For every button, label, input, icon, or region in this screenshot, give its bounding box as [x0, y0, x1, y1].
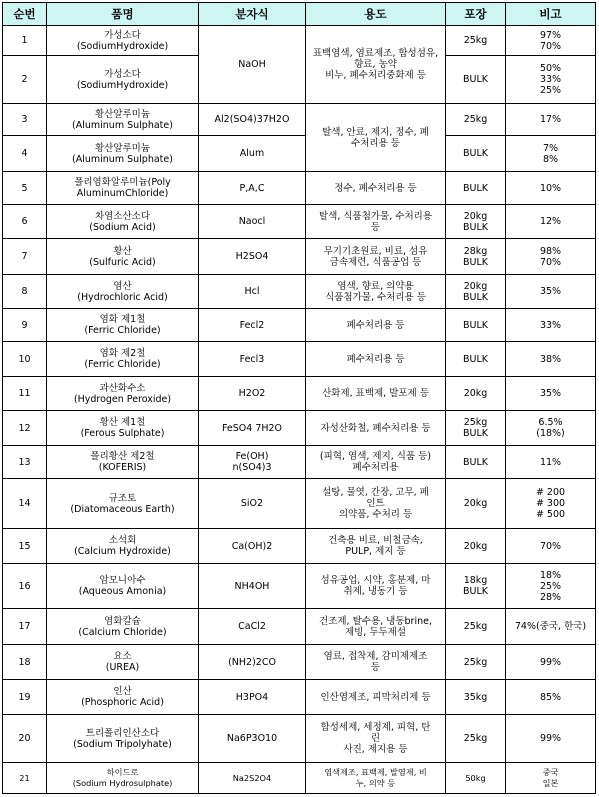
- table-row: [3, 645, 596, 680]
- row-number: 15: [3, 529, 47, 564]
- product-name: 황산 (Sulfuric Acid): [47, 239, 199, 275]
- row-number: 12: [3, 411, 47, 446]
- usage: (피혁, 염색, 제지, 식품 등) 폐수처리용: [306, 446, 446, 479]
- row-number: 16: [3, 564, 47, 609]
- molecular-formula: Fecl3: [199, 342, 306, 377]
- row-number: 19: [3, 680, 47, 715]
- row-number: 18: [3, 645, 47, 680]
- remarks: 70%: [506, 529, 596, 564]
- packaging: 35kg: [446, 680, 506, 715]
- usage: 염료, 접착제, 감미제제조 등: [306, 645, 446, 680]
- molecular-formula: NH4OH: [199, 564, 306, 609]
- row-number: 8: [3, 275, 47, 309]
- row-number: 2: [3, 56, 47, 104]
- packaging: 18kg BULK: [446, 564, 506, 609]
- product-name: 염산 (Hydrochloric Acid): [47, 275, 199, 309]
- remarks: 85%: [506, 680, 596, 715]
- usage: 건축용 비료, 비철금속, PULP, 제지 등: [306, 529, 446, 564]
- packaging: BULK: [446, 446, 506, 479]
- usage: 합성세제, 세정제, 피혁, 탄 린 사진, 제지용 등: [306, 715, 446, 763]
- table-row: [3, 446, 596, 479]
- usage: 탈색, 안료, 제지, 정수, 폐 수처리용 등: [306, 104, 446, 172]
- table-row: [3, 680, 596, 715]
- table-row: [3, 479, 596, 529]
- usage: 섬유공업, 시약, 홍분제, 마 취제, 냉동기 등: [306, 564, 446, 609]
- table-row: [3, 609, 596, 645]
- row-number: 13: [3, 446, 47, 479]
- packaging: BULK: [446, 56, 506, 104]
- product-name: 가성소다 (SodiumHydroxide): [47, 26, 199, 56]
- remarks: 38%: [506, 342, 596, 377]
- product-name: 요소 (UREA): [47, 645, 199, 680]
- product-name: 차염소산소다 (Sodium Acid): [47, 205, 199, 239]
- usage: 건조제, 탈수용, 냉동brine, 제빙, 두두제설: [306, 609, 446, 645]
- header-packaging: 포장: [446, 3, 506, 26]
- product-name: 과산화수소 (Hydrogen Peroxide): [47, 377, 199, 411]
- molecular-formula: SiO2: [199, 479, 306, 529]
- remarks: 중국 일본: [506, 763, 596, 794]
- usage: 폐수처리용 등: [306, 342, 446, 377]
- packaging: BULK: [446, 172, 506, 205]
- product-name: 규조토 (Diatomaceous Earth): [47, 479, 199, 529]
- remarks: 7% 8%: [506, 136, 596, 172]
- packaging: 50kg: [446, 763, 506, 794]
- table-row: [3, 26, 596, 56]
- molecular-formula: Fecl2: [199, 309, 306, 342]
- table-row: [3, 342, 596, 377]
- table-row: [3, 104, 596, 136]
- product-name: 염화칼슘 (Calcium Chloride): [47, 609, 199, 645]
- packaging: BULK: [446, 309, 506, 342]
- packaging: 25kg: [446, 609, 506, 645]
- table-row: [3, 715, 596, 763]
- molecular-formula: H2O2: [199, 377, 306, 411]
- remarks: 11%: [506, 446, 596, 479]
- product-name: 황산 제1철 (Ferous Sulphate): [47, 411, 199, 446]
- molecular-formula: Na6P3O10: [199, 715, 306, 763]
- header-molecular-formula: 분자식: [199, 3, 306, 26]
- packaging: 20kg: [446, 479, 506, 529]
- product-name: 폴리염화알루미늄(Poly AluminumChloride): [47, 172, 199, 205]
- packaging: 25kg: [446, 715, 506, 763]
- product-name: 염화 제1철 (Ferric Chloride): [47, 309, 199, 342]
- remarks: 35%: [506, 377, 596, 411]
- table-row: [3, 377, 596, 411]
- row-number: 21: [3, 763, 47, 794]
- product-name: 인산 (Phosphoric Acid): [47, 680, 199, 715]
- header-number: 순번: [3, 3, 47, 26]
- product-name: 황산알루미늄 (Aluminum Sulphate): [47, 136, 199, 172]
- table-row: [3, 136, 596, 172]
- header-remarks: 비고: [506, 3, 596, 26]
- chemical-products-table: [2, 2, 596, 794]
- usage: 산화제, 표백제, 발포제 등: [306, 377, 446, 411]
- table-row: [3, 309, 596, 342]
- product-name: 소석회 (Calcium Hydroxide): [47, 529, 199, 564]
- table-row: [3, 411, 596, 446]
- packaging: 20kg BULK: [446, 275, 506, 309]
- remarks: 6.5% (18%): [506, 411, 596, 446]
- usage: 염색제조, 표백제, 발염제, 비 누, 의약 등: [306, 763, 446, 794]
- table-row: [3, 275, 596, 309]
- remarks: 18% 25% 28%: [506, 564, 596, 609]
- packaging: 28kg BULK: [446, 239, 506, 275]
- usage: 탈색, 식품첨가물, 수처리용 등: [306, 205, 446, 239]
- usage: 염색, 향료, 의약용 식품첨가물, 수처리용 등: [306, 275, 446, 309]
- table-row: [3, 564, 596, 609]
- remarks: 74%(중국, 한국): [506, 609, 596, 645]
- molecular-formula: H3PO4: [199, 680, 306, 715]
- header-usage: 용도: [306, 3, 446, 26]
- remarks: 98% 70%: [506, 239, 596, 275]
- product-name: 염화 제2철 (Ferric Chloride): [47, 342, 199, 377]
- row-number: 20: [3, 715, 47, 763]
- remarks: 12%: [506, 205, 596, 239]
- row-number: 3: [3, 104, 47, 136]
- packaging: 25kg: [446, 26, 506, 56]
- remarks: 50% 33% 25%: [506, 56, 596, 104]
- packaging: 20kg BULK: [446, 205, 506, 239]
- product-name: 황산알루미늄 (Aluminum Sulphate): [47, 104, 199, 136]
- molecular-formula: Hcl: [199, 275, 306, 309]
- packaging: BULK: [446, 342, 506, 377]
- remarks: 35%: [506, 275, 596, 309]
- table-row: [3, 172, 596, 205]
- molecular-formula: Naocl: [199, 205, 306, 239]
- table-row: [3, 763, 596, 794]
- row-number: 9: [3, 309, 47, 342]
- header-product-name: 품명: [47, 3, 199, 26]
- remarks: 99%: [506, 645, 596, 680]
- header-row: [3, 3, 596, 26]
- packaging: BULK: [446, 136, 506, 172]
- row-number: 11: [3, 377, 47, 411]
- product-name: 암모니아수 (Aqueous Amonia): [47, 564, 199, 609]
- product-name: 가성소다 (SodiumHydroxide): [47, 56, 199, 104]
- product-name: 폴리황산 제2철 (KOFERIS): [47, 446, 199, 479]
- molecular-formula: Al2(SO4)37H2O: [199, 104, 306, 136]
- molecular-formula: P,A,C: [199, 172, 306, 205]
- molecular-formula: Na2S2O4: [199, 763, 306, 794]
- row-number: 17: [3, 609, 47, 645]
- molecular-formula: FeSO4 7H2O: [199, 411, 306, 446]
- remarks: 99%: [506, 715, 596, 763]
- row-number: 5: [3, 172, 47, 205]
- packaging: 25kg: [446, 104, 506, 136]
- usage: 자성산화철, 폐수처리용 등: [306, 411, 446, 446]
- remarks: # 200 # 300 # 500: [506, 479, 596, 529]
- product-name: 트리폴리인산소다 (Sodium Tripolyhate): [47, 715, 199, 763]
- molecular-formula: Alum: [199, 136, 306, 172]
- molecular-formula: NaOH: [199, 26, 306, 104]
- molecular-formula: Ca(OH)2: [199, 529, 306, 564]
- molecular-formula: (NH2)2CO: [199, 645, 306, 680]
- usage: 설탕, 물엿, 간장, 고무, 페 인트 의약품, 수처리 등: [306, 479, 446, 529]
- usage: 인산염제조, 피막처리제 등: [306, 680, 446, 715]
- table-row: [3, 239, 596, 275]
- table-row: [3, 205, 596, 239]
- row-number: 1: [3, 26, 47, 56]
- packaging: 25kg: [446, 645, 506, 680]
- packaging: 25kg BULK: [446, 411, 506, 446]
- molecular-formula: Fe(OH) n(SO4)3: [199, 446, 306, 479]
- remarks: 33%: [506, 309, 596, 342]
- remarks: 97% 70%: [506, 26, 596, 56]
- usage: 표백염색, 염료제조, 합성섬유, 향료, 농약 비누, 폐수처리중화제 등: [306, 26, 446, 104]
- usage: 무기기초원료, 비료, 섬유 금속제련, 식품공업 등: [306, 239, 446, 275]
- row-number: 7: [3, 239, 47, 275]
- remarks: 10%: [506, 172, 596, 205]
- table-row: [3, 529, 596, 564]
- remarks: 17%: [506, 104, 596, 136]
- packaging: 20kg: [446, 529, 506, 564]
- usage: 정수, 폐수처리용 등: [306, 172, 446, 205]
- row-number: 14: [3, 479, 47, 529]
- molecular-formula: CaCl2: [199, 609, 306, 645]
- packaging: 20kg: [446, 377, 506, 411]
- row-number: 6: [3, 205, 47, 239]
- usage: 폐수처리용 등: [306, 309, 446, 342]
- molecular-formula: H2SO4: [199, 239, 306, 275]
- row-number: 4: [3, 136, 47, 172]
- row-number: 10: [3, 342, 47, 377]
- product-name: 하이드로 (Sodium Hydrosulphate): [47, 763, 199, 794]
